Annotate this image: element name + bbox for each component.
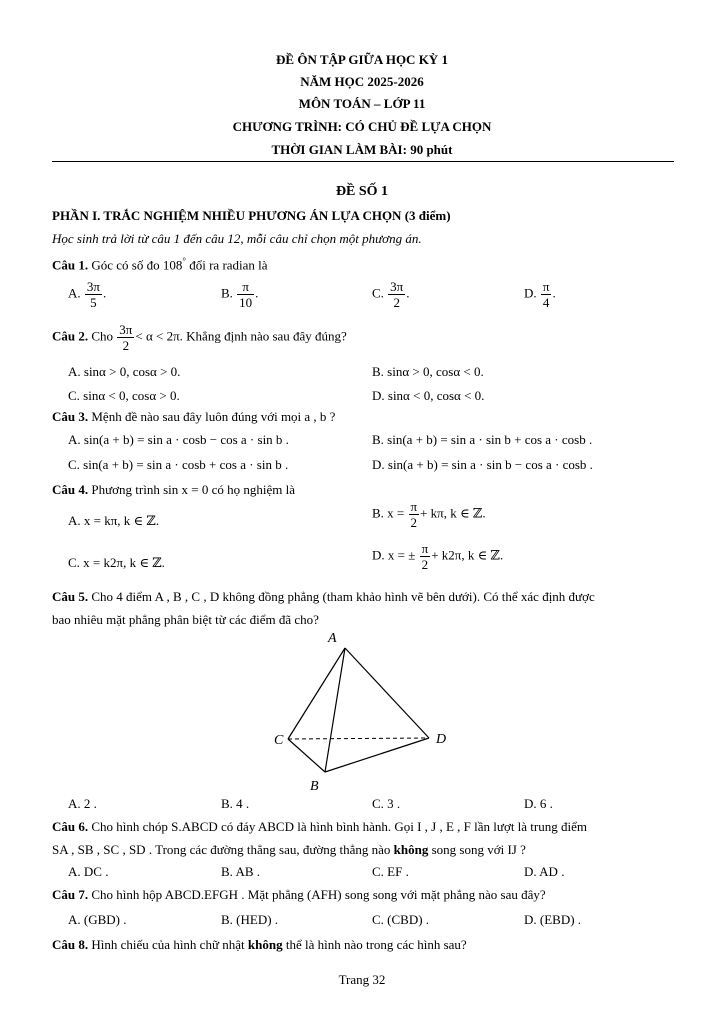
option-letter: D. (524, 285, 537, 301)
edge-ad (345, 648, 429, 738)
header-line-2: NĂM HỌC 2025-2026 (300, 74, 424, 89)
fraction (388, 279, 405, 310)
page-number: Trang 32 (338, 972, 386, 987)
instruction: Học sinh trả lời từ câu 1 đến câu 12, mỗi câu chỉ chọn một phương án. (52, 231, 422, 246)
numerator: 3π (390, 279, 404, 294)
question-5-line-2: bao nhiêu mặt phẳng phân biệt từ các điểm đã cho? (52, 612, 319, 627)
question-label: Câu 3. (52, 409, 89, 424)
question-6 (52, 819, 587, 835)
denominator: 4 (542, 295, 550, 310)
numerator: π (410, 499, 418, 514)
q1-option-b[interactable]: B. $\frac{\pi}{10}$ . (221, 279, 259, 310)
option-letter: B. (221, 285, 233, 301)
question-label: Câu 4. (52, 482, 89, 497)
q1-option-a[interactable]: A. $\frac{3\pi}{5}$ . (68, 279, 107, 310)
q4-option-b[interactable] (372, 499, 486, 530)
fraction (117, 322, 134, 353)
option-letter: C. (372, 285, 384, 301)
header-line-3: MÔN TOÁN – LỚP 11 (298, 96, 426, 111)
q1-option-c[interactable]: C. $\frac{3\pi}{2}$ . (372, 279, 410, 310)
header-line-1: ĐỀ ÔN TẬP GIỮA HỌC KỲ 1 (276, 52, 448, 67)
tetrahedron-figure (270, 628, 460, 798)
option-text: B. x = (372, 505, 405, 521)
question-label: Câu 8. (52, 937, 89, 952)
numerator: 3π (86, 279, 100, 294)
option-text: + kπ, k ∈ ℤ. (420, 505, 486, 521)
q6-option-d[interactable]: D. AD . (524, 864, 565, 879)
q6-option-a[interactable]: A. DC . (68, 864, 109, 879)
question-text: Cho 4 điểm A , B , C , D không đồng phẳng (tham khảo hình vẽ bên dưới). Có thể xác định được (91, 589, 595, 604)
q4-option-a[interactable]: A. x = kπ, k ∈ ℤ. (68, 513, 160, 528)
label-c: C (274, 733, 284, 748)
question-text: SA , SB , SC , SD . Trong các đường thẳng sau, đường thẳng nào (52, 842, 394, 857)
question-label: Câu 2. (52, 328, 89, 344)
question-text: song song với IJ ? (428, 842, 526, 857)
question-text: Cho (91, 328, 114, 344)
numerator: 3π (119, 322, 133, 337)
question-5 (52, 589, 595, 605)
option-letter: A. (68, 285, 81, 301)
q7-option-b[interactable]: B. (HED) . (221, 912, 279, 927)
question-text: Cho hình hộp ABCD.EFGH . Mặt phẳng (AFH) song song với mặt phẳng nào sau đây? (91, 887, 546, 902)
emphasis: không (393, 842, 429, 857)
question-text: Cho hình chóp S.ABCD có đáy ABCD là hình bình hành. Gọi I , J , E , F lần lượt là trung điểm (91, 819, 587, 834)
q3-option-a[interactable]: A. sin(a + b) = sin a · cosb − cos a · sin b . (68, 432, 289, 447)
option-text: + k2π, k ∈ ℤ. (431, 547, 504, 563)
fraction (85, 279, 102, 310)
q2-option-b[interactable]: B. sinα > 0, cosα < 0. (372, 364, 484, 379)
header-divider (52, 161, 674, 162)
label-a: A (328, 631, 337, 646)
q3-option-d[interactable]: D. sin(a + b) = sin a · sin b − cos a · cosb . (372, 457, 593, 472)
edge-ac (288, 648, 345, 739)
header-line-5: THỜI GIAN LÀM BÀI: 90 phút (271, 142, 453, 157)
denominator: 2 (410, 515, 418, 530)
part-title: PHẦN I. TRẮC NGHIỆM NHIỀU PHƯƠNG ÁN LỰA CHỌN (3 điểm) (52, 208, 451, 223)
edge-bd (325, 738, 429, 772)
fraction (237, 279, 254, 310)
question-3 (52, 409, 335, 425)
option-text: D. x = ± (372, 547, 416, 563)
numerator: π (421, 541, 429, 556)
q2-option-c[interactable]: C. sinα < 0, cosα > 0. (68, 388, 180, 403)
denominator: 10 (239, 295, 253, 310)
question-text: Phương trình sin x = 0 có họ nghiệm là (91, 482, 295, 497)
header-line-4: CHƯƠNG TRÌNH: CÓ CHỦ ĐỀ LỰA CHỌN (232, 119, 492, 134)
fraction (409, 499, 420, 530)
q2-option-d[interactable]: D. sinα < 0, cosα < 0. (372, 388, 485, 403)
degree-sign: ° (182, 256, 186, 266)
question-label: Câu 5. (52, 589, 89, 604)
q4-option-d[interactable] (372, 541, 503, 572)
question-1 (52, 256, 268, 273)
question-text: Hình chiếu của hình chữ nhật (91, 937, 248, 952)
question-label: Câu 6. (52, 819, 89, 834)
question-7 (52, 887, 546, 903)
q5-option-b[interactable]: B. 4 . (221, 796, 250, 811)
inequality: < α < 2π (135, 328, 180, 344)
question-4 (52, 482, 295, 498)
q5-option-a[interactable]: A. 2 . (68, 796, 97, 811)
numerator: π (542, 279, 550, 294)
q4-option-c[interactable]: C. x = k2π, k ∈ ℤ. (68, 555, 165, 570)
question-text: Mệnh đề nào sau đây luôn đúng với mọi a , b ? (91, 409, 336, 424)
q2-option-a[interactable]: A. sinα > 0, cosα > 0. (68, 364, 181, 379)
q1-option-d[interactable]: D. $\frac{\pi}{4}$ . (524, 279, 556, 310)
q7-option-a[interactable]: A. (GBD) . (68, 912, 127, 927)
question-8 (52, 937, 467, 953)
question-text: thể là hình nào trong các hình sau? (282, 937, 467, 952)
q5-option-c[interactable]: C. 3 . (372, 796, 401, 811)
question-2 (52, 322, 347, 353)
label-d: D (436, 732, 447, 747)
denominator: 2 (393, 295, 400, 310)
q3-option-b[interactable]: B. sin(a + b) = sin a · sin b + cos a · cosb . (372, 432, 593, 447)
question-label: Câu 1. (52, 257, 89, 273)
denominator: 2 (421, 557, 429, 572)
label-b: B (310, 779, 319, 794)
fraction (420, 541, 431, 572)
question-text: Góc có số đo 108 (91, 257, 183, 273)
question-text: . Khẳng định nào sau đây đúng? (179, 328, 347, 344)
question-text: đổi ra radian là (185, 257, 268, 273)
q7-option-c[interactable]: C. (CBD) . (372, 912, 430, 927)
numerator: π (237, 279, 254, 295)
question-6-line-2 (52, 842, 526, 858)
exam-title: ĐỀ SỐ 1 (335, 184, 389, 199)
edge-ab (325, 648, 345, 772)
denominator: 2 (122, 338, 130, 353)
denominator: 5 (90, 295, 97, 310)
emphasis: không (247, 937, 283, 952)
question-label: Câu 7. (52, 887, 89, 902)
q6-option-c[interactable]: C. EF . (372, 864, 409, 879)
q5-option-d[interactable]: D. 6 . (524, 796, 553, 811)
q3-option-c[interactable]: C. sin(a + b) = sin a · cosb + cos a · sin b . (68, 457, 289, 472)
fraction (541, 279, 552, 310)
q7-option-d[interactable]: D. (EBD) . (524, 912, 582, 927)
edge-cb (288, 739, 325, 772)
edge-cd-hidden (288, 738, 429, 739)
q6-option-b[interactable]: B. AB . (221, 864, 261, 879)
